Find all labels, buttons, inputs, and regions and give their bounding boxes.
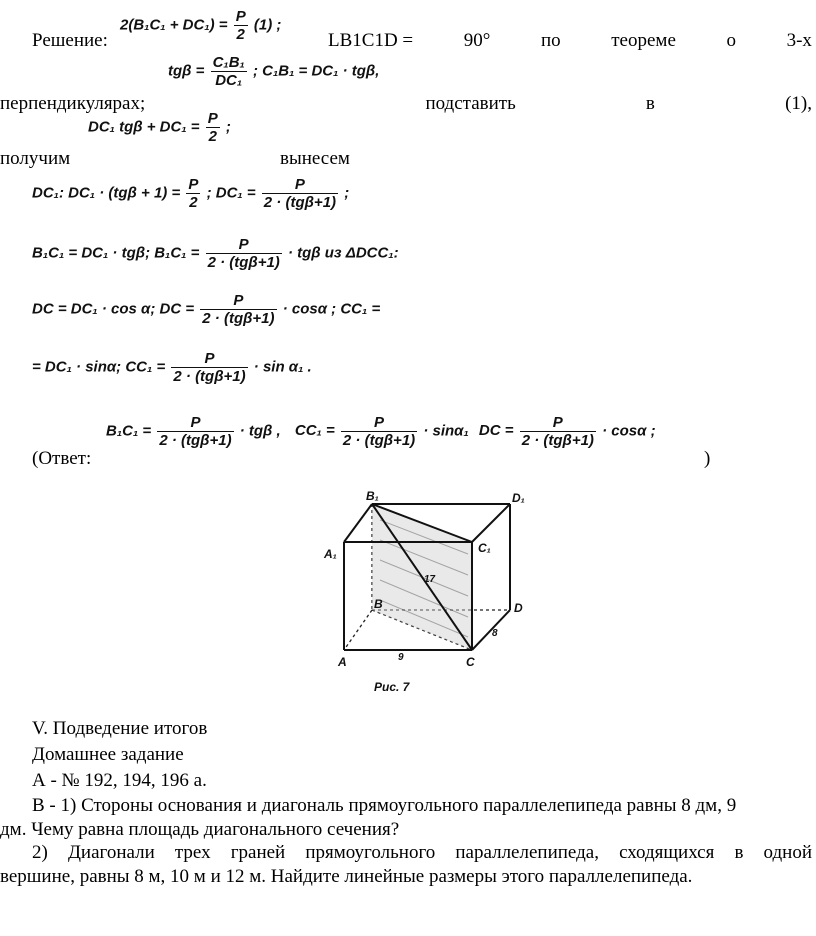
fraction <box>211 54 247 89</box>
fraction <box>200 292 276 327</box>
edge-ba <box>344 610 372 650</box>
formula-part: · tgβ из ΔDCC₁: <box>287 244 399 262</box>
numerator: P <box>188 176 199 193</box>
label-edge-ac: 9 <box>398 652 404 663</box>
label-c1: C₁ <box>478 541 491 555</box>
formula-part: = DC₁ · sinα; CC₁ = <box>32 358 166 376</box>
formula-dc <box>32 292 380 327</box>
formula-part: DC₁ tgβ + DC₁ = <box>88 118 200 136</box>
label-d1: D₁ <box>512 491 525 505</box>
formula-tg <box>168 54 379 89</box>
word: 3-х <box>786 30 812 51</box>
label-c: C <box>466 655 475 669</box>
formula-part: DC₁: DC₁ · (tgβ + 1) = <box>32 184 181 202</box>
homework-b1-line1: В - 1) Стороны основания и диагональ прямоугольного параллелепипеда равны 8 дм, 9 <box>32 795 737 816</box>
formula-part: DC = DC₁ · cos α; DC = <box>32 300 195 318</box>
formula-part: B₁C₁ = DC₁ · tgβ; B₁C₁ = <box>32 244 200 262</box>
numerator: P <box>341 414 417 432</box>
fraction <box>186 176 200 211</box>
numerator: P <box>206 236 282 254</box>
homework-b2-line2: вершине, равны 8 м, 10 м и 12 м. Найдите линейные размеры этого параллелепипеда. <box>0 866 693 887</box>
edge-dc <box>472 610 510 650</box>
formula-part: tgβ = <box>168 62 205 80</box>
fraction <box>206 110 220 145</box>
denominator: 2 <box>236 26 245 43</box>
label-a1: A₁ <box>324 547 337 561</box>
word: теореме <box>611 30 676 51</box>
homework-b2-line1: 2) Диагонали трех граней прямоугольного параллелепипеда, сходящихся в одной <box>32 842 812 863</box>
homework-heading: Домашнее задание <box>32 744 184 765</box>
label-b1: B₁ <box>366 489 379 503</box>
fraction <box>157 414 233 449</box>
word: LB1C1D = <box>328 30 414 51</box>
denominator: 2 · (tgβ+1) <box>173 368 246 385</box>
label-d: D <box>514 601 523 615</box>
numerator: P <box>157 414 233 432</box>
numerator: P <box>520 414 596 432</box>
formula-part: · sinα₁ <box>423 422 469 440</box>
numerator: P <box>262 176 338 194</box>
denominator: 2 · (tgβ+1) <box>207 254 280 271</box>
figure-caption: Рис. 7 <box>374 680 410 694</box>
word: (1), <box>785 93 812 114</box>
denominator: 2 · (tgβ+1) <box>521 432 594 449</box>
fraction <box>234 8 248 43</box>
answer-open: (Ответ: <box>32 448 92 469</box>
answer-close: ) <box>704 448 711 469</box>
denominator: 2 <box>208 128 217 145</box>
numerator: C₁B₁ <box>212 54 245 71</box>
denominator: DC₁ <box>215 72 243 89</box>
word: перпендикулярах; <box>0 93 146 114</box>
fraction <box>341 414 417 449</box>
edge-a1b1 <box>344 504 372 542</box>
solution-label: Решение: <box>32 30 108 51</box>
label-a: A <box>338 655 347 669</box>
fraction <box>206 236 282 271</box>
numerator: P <box>235 8 246 25</box>
homework-b1-line2: дм. Чему равна площадь диагонального сечения? <box>0 819 400 840</box>
formula-part: ; <box>225 118 231 136</box>
label-diagonal: 17 <box>424 574 436 585</box>
denominator: 2 <box>189 194 198 211</box>
parallelepiped-figure <box>300 480 550 700</box>
label-b: B <box>374 597 383 611</box>
word: о <box>726 30 736 51</box>
fraction <box>171 350 247 385</box>
denominator: 2 · (tgβ+1) <box>202 310 275 327</box>
solution-words <box>328 30 812 52</box>
homework-a: А - № 192, 194, 196 а. <box>32 770 207 791</box>
word: по <box>540 30 561 51</box>
numerator: P <box>200 292 276 310</box>
formula-part: ; DC₁ = <box>206 184 256 202</box>
word: в <box>645 93 655 114</box>
got-word: получим <box>0 148 71 169</box>
formula-eq1 <box>120 8 281 43</box>
formula-got <box>88 110 231 145</box>
formula-part: B₁C₁ = <box>106 422 152 440</box>
formula-dc1 <box>32 176 349 211</box>
numerator: P <box>171 350 247 368</box>
take-out-word: вынесем <box>280 148 350 169</box>
edge-d1c1 <box>472 504 510 542</box>
fraction <box>520 414 596 449</box>
formula-part: ; C₁B₁ = DC₁ · tgβ, <box>252 62 380 80</box>
formula-part: 2(B₁C₁ + DC₁) = <box>120 16 228 34</box>
fraction <box>262 176 338 211</box>
formula-part: CC₁ = <box>294 422 335 440</box>
word: 90° <box>463 30 491 51</box>
answer-formulas <box>106 414 656 449</box>
formula-part: · sin α₁ . <box>253 358 312 376</box>
denominator: 2 · (tgβ+1) <box>342 432 416 449</box>
formula-part: DC = <box>478 422 514 440</box>
formula-b1c1 <box>32 236 399 271</box>
formula-part: · cosα ; <box>602 422 656 440</box>
formula-part: · tgβ , <box>239 422 281 440</box>
formula-cc1 <box>32 350 312 385</box>
section-heading: V. Подведение итогов <box>32 718 208 739</box>
formula-part: (1) ; <box>253 16 282 34</box>
formula-part: · cosα ; CC₁ = <box>282 300 381 318</box>
numerator: P <box>207 110 218 127</box>
formula-part: ; <box>344 184 350 202</box>
denominator: 2 · (tgβ+1) <box>263 194 337 211</box>
label-edge-cd: 8 <box>492 628 498 639</box>
word: подставить <box>425 93 516 114</box>
denominator: 2 · (tgβ+1) <box>159 432 232 449</box>
